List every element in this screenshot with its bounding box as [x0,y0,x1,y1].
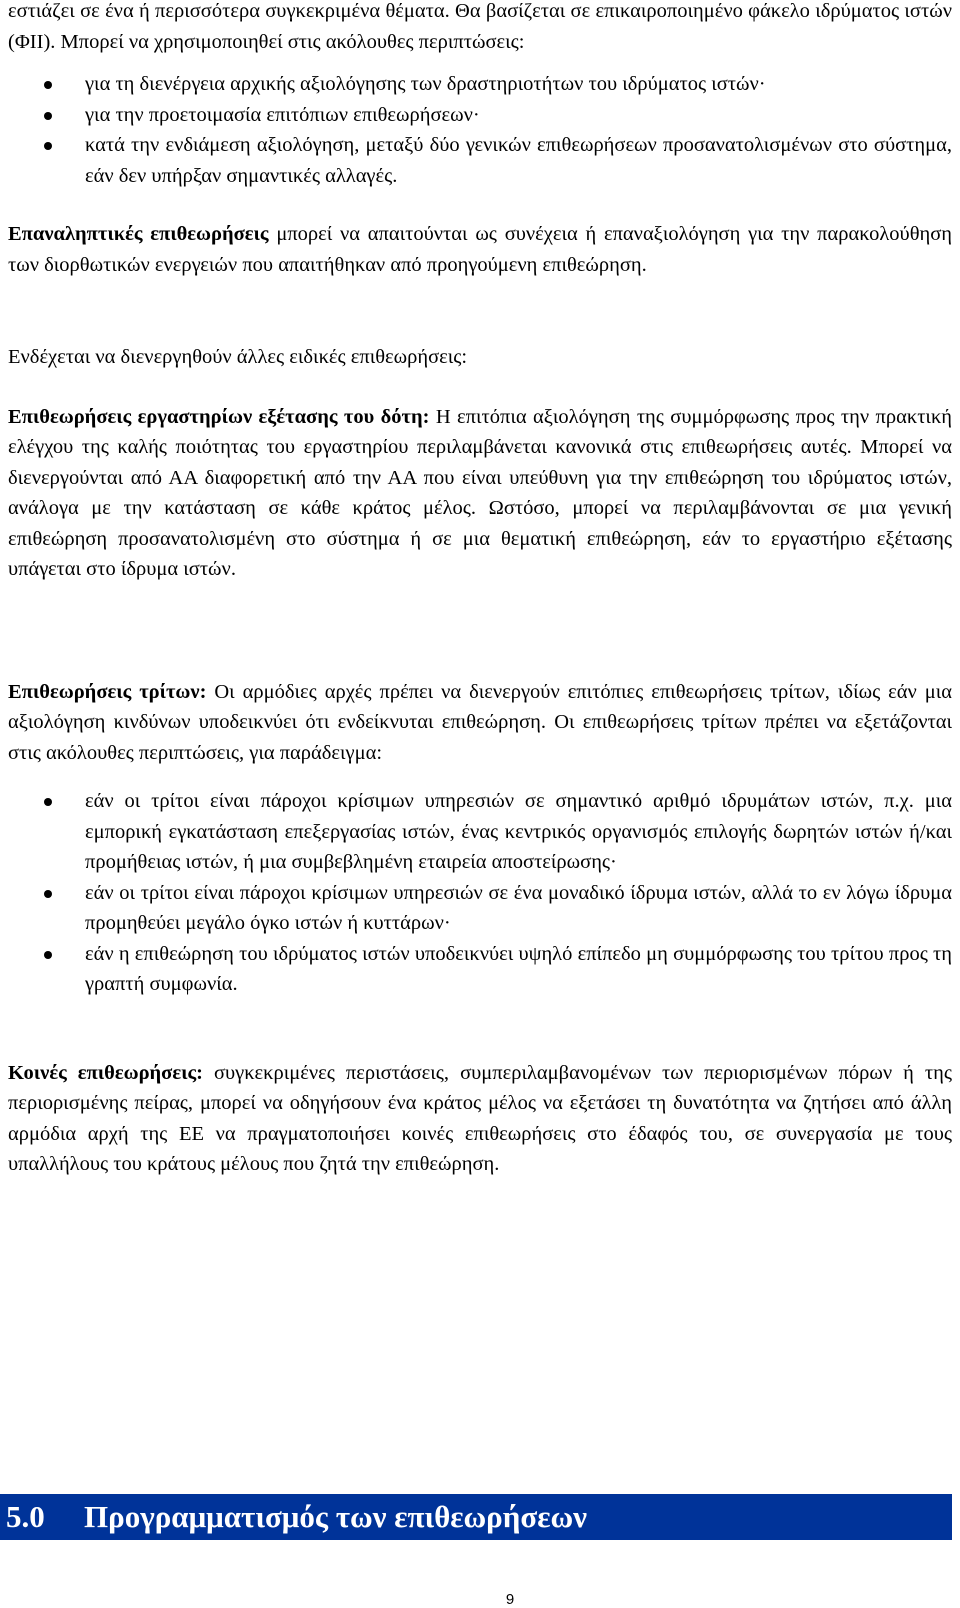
list-item: εάν η επιθεώρηση του ιδρύματος ιστών υποδεικνύει υψηλό επίπεδο μη συμμόρφωσης του τρίτου προς τη γραπτή συμφωνία. [8,939,952,1000]
list-item: εάν οι τρίτοι είναι πάροχοι κρίσιμων υπηρεσιών σε ένα μοναδικό ίδρυμα ιστών, αλλά το εν λόγω ίδρυμα προμηθεύει μεγάλο όγκο ιστών ή κυττάρων· [8,878,952,939]
page-number: 9 [505,1591,515,1608]
section-number: 5.0 [6,1499,45,1534]
donor-lab-heading: Επιθεωρήσεις εργαστηρίων εξέτασης του δότη: [8,405,430,428]
list-item: εάν οι τρίτοι είναι πάροχοι κρίσιμων υπηρεσιών σε σημαντικό αριθμό ιδρυμάτων ιστών, π.χ. μια εμπορική εγκατάσταση επεξεργασίας ιστών, ένας κεντρικός οργανισμός επιλογής δωρητών ιστών ή/και προμήθειας ιστών, ή μια συμβεβλημένη εταιρεία αποστείρωσης· [8,786,952,878]
third-party-text: Οι αρμόδιες αρχές πρέπει να διενεργούν επιτόπιες επιθεωρήσεις τρίτων, ιδίως εάν μια αξιολόγηση κινδύνων υποδεικνύει ότι ενδείκνυται επιθεώρηση. Οι επιθεωρήσεις τρίτων πρέπει να εξετάζονται στις ακόλουθες περιπτώσεις, για παράδειγμα: [8,680,953,764]
donor-lab-text: Η επιτόπια αξιολόγηση της συμμόρφωσης προς την πρακτική ελέγχου της καλής ποιότητας του εργαστηρίου περιλαμβάνεται κανονικά στις επιθεωρήσεις αυτές. Μπορεί να διενεργούνται από ΑΑ διαφορετική από την ΑΑ που είναι υπεύθυνη για την επιθεώρηση του ιδρύματος ιστών, ανάλογα με την κατάσταση σε κάθε κράτος μέλος. Ωστόσο, μπορεί να περιλαμβάνονται σε μια γενική επιθεώρηση προσανατολισμένη στο σύστημα ή σε μια θεματική επιθεώρηση, εάν το εργαστήριο εξέτασης υπάγεται στο ίδρυμα ιστών. [8,405,953,580]
joint-inspections-text: συγκεκριμένες περιστάσεις, συμπεριλαμβανομένων των περιορισμένων πόρων ή της περιορισμένης πείρας, μπορεί να οδηγήσουν ένα κράτος μέλος να εξετάσει τη δυνατότητα να ζητήσει από άλλη αρμόδια αρχή της ΕΕ να πραγματοποιήσει κοινές επιθεωρήσεις στο έδαφός του, σε συνεργασία με τους υπαλλήλους του κράτους μέλους που ζητά την επιθεώρηση. [8,1061,952,1175]
section-title: Προγραμματισμός των επιθεωρήσεων [84,1499,587,1534]
list-item: για τη διενέργεια αρχικής αξιολόγησης των δραστηριοτήτων του ιδρύματος ιστών· [8,69,952,100]
document-page [8,0,952,1180]
third-party-paragraph [8,677,952,769]
section-heading [0,1494,952,1540]
intro-bullet-list [8,69,952,191]
repeat-inspections-paragraph [8,219,952,280]
list-item: για την προετοιμασία επιτόπιων επιθεωρήσεων· [8,100,952,131]
joint-inspections-paragraph [8,1058,952,1180]
repeat-inspections-text: μπορεί να απαιτούνται ως συνέχεια ή επαναξιολόγηση για την παρακολούθηση των διορθωτικών ενεργειών που απαιτήθηκαν από προηγούμενη επιθεώρηση. [8,223,953,276]
donor-lab-paragraph [8,402,952,585]
list-item: κατά την ενδιάμεση αξιολόγηση, μεταξύ δύο γενικών επιθεωρήσεων προσανατολισμένων στο σύστημα, εάν δεν υπήρξαν σημαντικές αλλαγές. [8,130,952,191]
third-party-heading: Επιθεωρήσεις τρίτων: [8,680,207,703]
joint-inspections-heading: Κοινές επιθεωρήσεις: [8,1061,203,1084]
repeat-inspections-heading: Επαναληπτικές επιθεωρήσεις [8,223,269,245]
third-party-bullet-list [8,786,952,1000]
intro-paragraph: εστιάζει σε ένα ή περισσότερα συγκεκριμένα θέματα. Θα βασίζεται σε επικαιροποιημένο φάκελο ιδρύματος ιστών (ΦΙΙ). Μπορεί να χρησιμοποιηθεί στις ακόλουθες περιπτώσεις: [8,0,952,53]
other-inspections-intro: Ενδέχεται να διενεργηθούν άλλες ειδικές επιθεωρήσεις: [8,346,468,368]
